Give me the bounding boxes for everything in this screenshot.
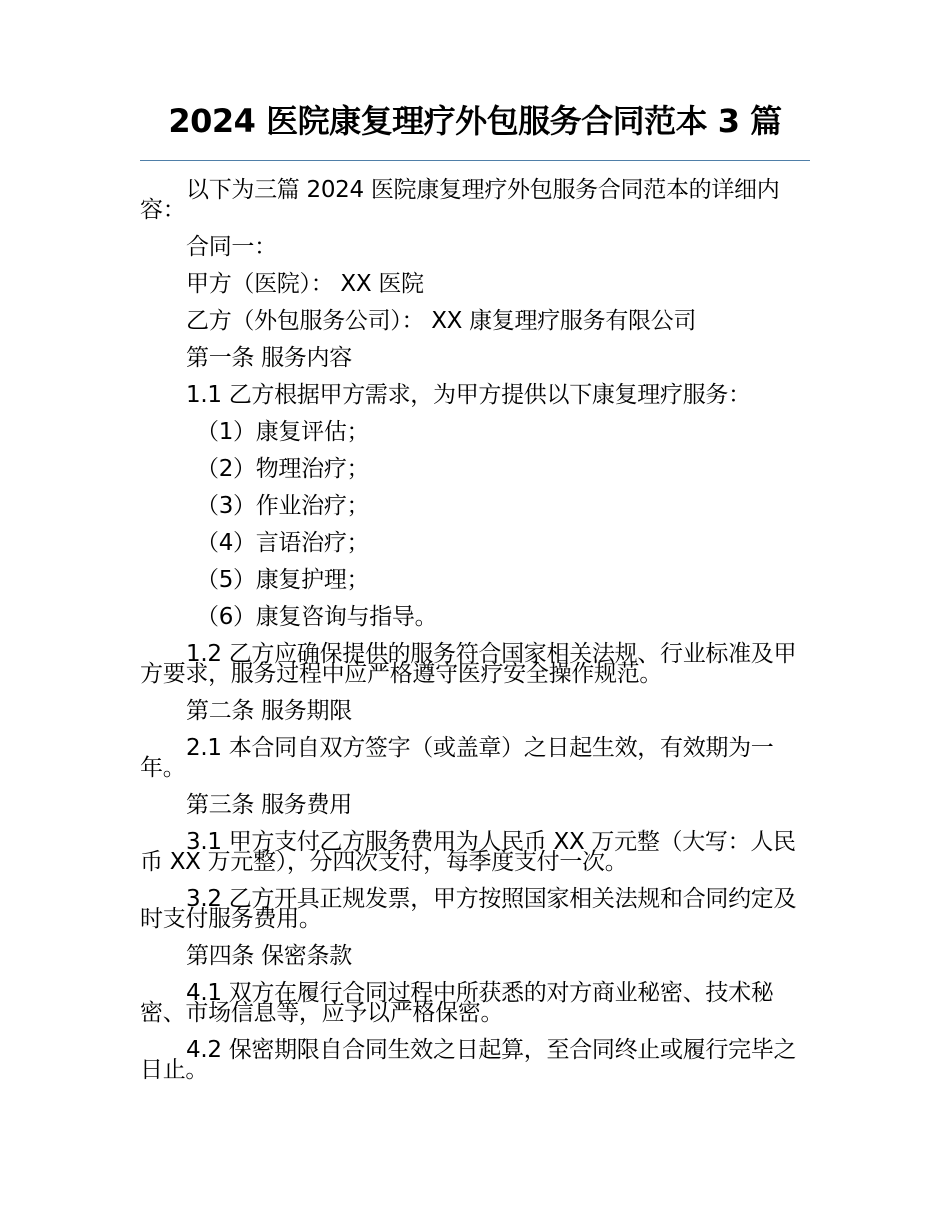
clause-paragraph: 4.1 双方在履行合同过程中所获悉的对方商业秘密、技术秘密、市场信息等，应予以严格保密。 — [140, 980, 774, 1026]
list-item: （6）康复咨询与指导。 — [196, 604, 438, 630]
list-item: （5）康复护理； — [196, 567, 370, 593]
paragraph-intro: 以下为三篇 2024 医院康复理疗外包服务合同范本的详细内容： — [140, 177, 780, 223]
document-body — [140, 177, 805, 1097]
list-item: （3）作业治疗； — [196, 493, 370, 519]
article-heading: 第一条 服务内容 — [186, 345, 352, 371]
clause-paragraph: 1.1 乙方根据甲方需求，为甲方提供以下康复理疗服务： — [186, 382, 751, 408]
paragraph-contract-heading: 合同一： — [186, 234, 277, 260]
clause-paragraph: 2.1 本合同自双方签字（或盖章）之日起生效，有效期为一年。 — [140, 735, 774, 781]
article-heading: 第三条 服务费用 — [186, 792, 352, 818]
clause-paragraph: 3.2 乙方开具正规发票，甲方按照国家相关法规和合同约定及时支付服务费用。 — [140, 886, 797, 932]
document-title: 2024 医院康复理疗外包服务合同范本 3 篇 — [168, 102, 782, 140]
title-underline — [140, 160, 810, 161]
paragraph-party-a: 甲方（医院）： XX 医院 — [186, 271, 424, 297]
clause-paragraph: 1.2 乙方应确保提供的服务符合国家相关法规、行业标准及甲方要求，服务过程中应严格遵守医疗安全操作规范。 — [140, 641, 797, 687]
list-item: （2）物理治疗； — [196, 456, 370, 482]
paragraph-party-b: 乙方（外包服务公司）： XX 康复理疗服务有限公司 — [186, 308, 697, 334]
list-item: （1）康复评估； — [196, 419, 370, 445]
article-heading: 第四条 保密条款 — [186, 943, 352, 969]
clause-paragraph: 4.2 保密期限自合同生效之日起算，至合同终止或履行完毕之日止。 — [140, 1037, 797, 1083]
clause-paragraph: 3.1 甲方支付乙方服务费用为人民币 XX 万元整（大写：人民币 XX 万元整），分四次支付，每季度支付一次。 — [140, 829, 796, 875]
article-heading: 第二条 服务期限 — [186, 698, 352, 724]
list-item: （4）言语治疗； — [196, 530, 370, 556]
